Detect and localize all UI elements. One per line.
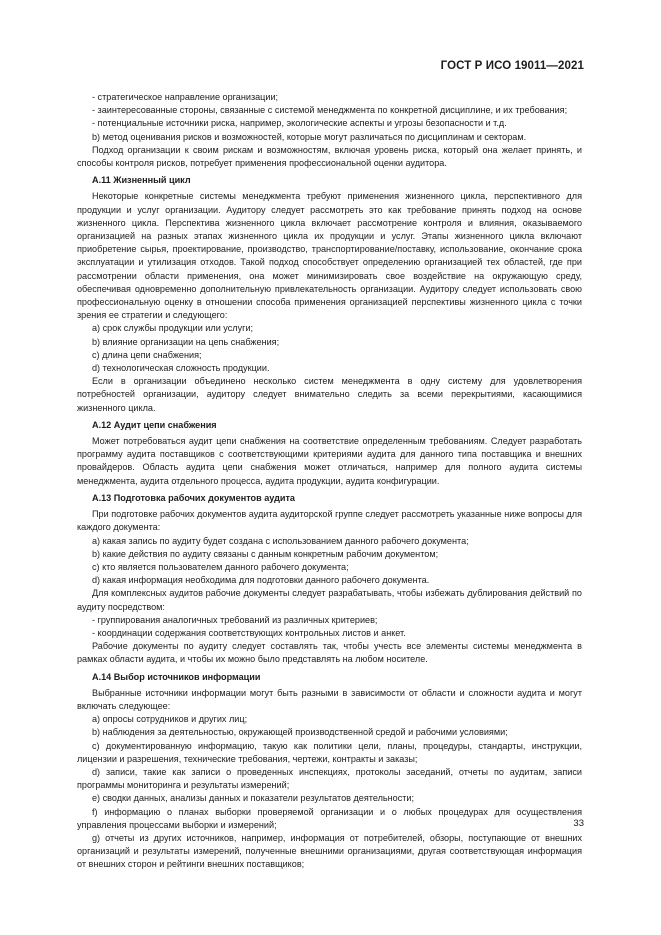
list-item: f) информацию о планах выборки проверяемой организации и о любых процедурах для осуществления управления процессами выборки и измерений; [77, 806, 582, 830]
section-heading: А.11 Жизненный цикл [92, 175, 191, 186]
list-item: b) наблюдения за деятельностью, окружающей производственной средой и рабочими условиями; [92, 727, 508, 738]
list-item: e) сводки данных, анализы данных и показатели результатов деятельности; [92, 793, 415, 804]
paragraph: - потенциальные источники риска, например, экологические аспекты и угрозы безопасности и т.д. [92, 118, 507, 129]
paragraph: Если в организации объединено несколько систем менеджмента в одну систему для удовлетворения потребностей организации, аудитору следует внимательно следить за всеми перекрытиями, касающимися жизненного цикла. [77, 376, 582, 413]
paragraph: Может потребоваться аудит цепи снабжения на соответствие определенным требованиям. Следует разработать программу аудита поставщиков с соответствующими критериями аудита для данного типа поставщика и внешних провайдеров. Область аудита цепи снабжения может отличаться, например для полного аудита системы менеджмента, аудита отдельного процесса, аудита продукции, аудита конфигурации. [77, 436, 582, 486]
list-item: c) кто является пользователем данного рабочего документа; [92, 561, 349, 572]
list-item: a) какая запись по аудиту будет создана с использованием данного рабочего документа; [92, 535, 469, 546]
paragraph: Выбранные источники информации могут быть разными в зависимости от области и сложности аудита и могут включать следующее: [77, 687, 582, 711]
paragraph: Для комплексных аудитов рабочие документы следует разрабатывать, чтобы избежать дублирования действий по аудиту посредством: [77, 588, 582, 612]
document-header: ГОСТ Р ИСО 19011—2021 [440, 60, 584, 72]
list-item: c) документированную информацию, такую как политики цели, планы, процедуры, стандарты, инструкции, лицензии и разрешения, технические требования, чертежи, контракты и заказы; [77, 740, 582, 764]
list-item: g) отчеты из других источников, например, информация от потребителей, обзоры, поступающие от внешних организаций и результаты измерений, полученные внешними организациями, другая соответствующая информация от внешних сторон и рейтинги внешних поставщиков; [77, 832, 582, 870]
paragraph: Некоторые конкретные системы менеджмента требуют применения жизненного цикла, перспективного для продукции и услуг организации. Аудитору следует рассмотреть это как требование принять подход на основе жизненного цикла. Перспектива жизненного цикла включает рассмотрение контроля и влияния, оказываемого организацией на разных этапах жизненного цикла их продукции и услуг. Этапы жизненного цикла включают приобретение сырья, проектирование, производство, транспортирование/поставку, использование, окончание срока эксплуатации и утилизация отходов. Такой подход способствует определению организацией тех областей, где при рассмотрении области применения, она может минимизировать свое воздействие на окружающую среду, обеспечивая одновременно дополнительную привлекательность организации. Аудитору следует использовать свою профессиональную оценку в отношении способа применения организацией перспективы жизненного цикла с точки зрения ее стратегии и следующего: [77, 191, 582, 321]
page-number: 33 [573, 818, 584, 829]
list-item: d) технологическая сложность продукции. [92, 363, 270, 374]
list-item: d) какая информация необходима для подготовки данного рабочего документа. [92, 575, 430, 586]
list-item: a) опросы сотрудников и других лиц; [92, 714, 248, 725]
list-item: - координации содержания соответствующих контрольных листов и анкет. [92, 627, 406, 638]
list-item: a) срок службы продукции или услуги; [92, 323, 254, 334]
paragraph: b) метод оценивания рисков и возможностей, которые могут различаться по дисциплинам и секторам. [92, 131, 527, 142]
paragraph: Рабочие документы по аудиту следует составлять так, чтобы учесть все элементы системы менеджмента в рамках области аудита, и чтобы их можно было представлять на любом носителе. [77, 641, 582, 665]
paragraph: При подготовке рабочих документов аудита аудиторской группе следует рассмотреть указанные ниже вопросы для каждого документа: [77, 509, 582, 533]
list-item: b) какие действия по аудиту связаны с данным конкретным рабочим документом; [92, 548, 439, 559]
paragraph: - заинтересованные стороны, связанные с системой менеджмента по конкретной дисциплине, и их требования; [92, 105, 568, 116]
section-heading: А.13 Подготовка рабочих документов аудита [92, 492, 295, 503]
section-heading: А.12 Аудит цепи снабжения [92, 419, 217, 430]
document-body [77, 91, 582, 872]
list-item: c) длина цепи снабжения; [92, 349, 202, 360]
section-heading: А.14 Выбор источников информации [92, 671, 261, 682]
paragraph: Подход организации к своим рискам и возможностям, включая уровень риска, который она желает принять, и способы контроля рисков, потребует применения профессиональной оценки аудитора. [77, 144, 582, 169]
list-item: d) записи, такие как записи о проведенных инспекциях, протоколы заседаний, отчеты по аудитам, записи программы мониторинга и результаты измерений; [77, 766, 582, 791]
list-item: b) влияние организации на цепь снабжения; [92, 336, 280, 347]
list-item: - группирования аналогичных требований из различных критериев; [92, 614, 378, 625]
paragraph: - стратегическое направление организации; [92, 92, 279, 102]
